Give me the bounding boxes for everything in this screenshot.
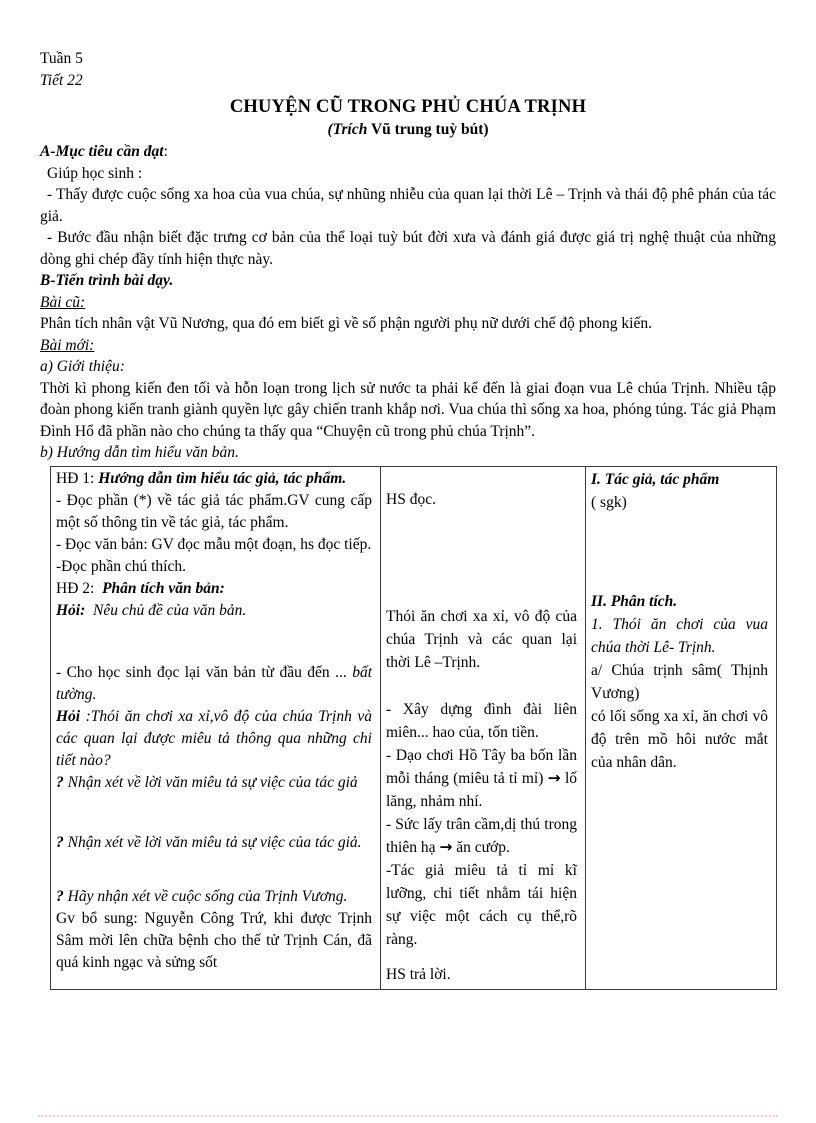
objectives-intro: Giúp học sinh : (47, 164, 143, 182)
student-activity-column (381, 466, 586, 989)
student-answers: HS trả lời. (386, 965, 451, 983)
introduction-paragraph: Thời kì phong kiến đen tối và hỗn loạn trong lịch sử nước ta phải kể đến là giai đoạn vua Lê chúa Trịnh. Nhiều tập đoàn phong kiến tranh giành quyền lực gây chiến tranh khắp nơi. Vua chúa thì sống xa hoa, phóng túng. Tác giả Phạm Đình Hổ đã phần nào cho chúng ta thấy qua “Chuyện cũ trong phủ chúa Trịnh”. (40, 379, 776, 440)
objective-item-1: - Thấy được cuộc sống xa hoa của vua chúa, sự nhũng nhiễu của quan lại thời Lê – Trịnh và thái độ phê phán của tác giả. (40, 186, 776, 225)
spacer (386, 511, 577, 605)
detail-description-style: -Tác giả miêu tả tỉ mỉ kĩ lưỡng, chi tiết nhằm tái hiện sự việc một cách cụ thể,rõ ràng. (386, 861, 577, 948)
page-footer-divider (38, 1115, 778, 1117)
question-lifestyle: ? Hãy nhận xét về cuộc sống của Trịnh Vương. (56, 887, 348, 905)
spacer (386, 951, 577, 963)
right-arrow-icon: → (439, 837, 453, 856)
section2-point1: 1. Thói ăn chơi của vua chúa thời Lê- Trịnh. (591, 615, 768, 656)
new-lesson-label: Bài mới: (40, 336, 95, 354)
question-style-2: ? Nhận xét về lời văn miêu tả sự việc của tác giả. (56, 833, 362, 851)
section1-source: ( sgk) (591, 493, 627, 511)
board-content-column (586, 466, 777, 989)
procedure-heading: B-Tiến trình bài dạy. (40, 272, 174, 289)
question-details: Hỏi :Thói ăn chơi xa xỉ,vô độ của chúa Trịnh và các quan lại được miêu tả thông qua những chi tiết nào? (56, 707, 372, 769)
read-notes-instruction: -Đọc phần chú thích. (56, 557, 186, 575)
spacer (386, 468, 577, 488)
detail-building: - Xây dựng đình đài liên miên... hao của, tốn tiền. (386, 700, 577, 741)
theme-answer: Thói ăn chơi xa xỉ, vô độ của chúa Trịnh và các quan lại thời Lê –Trịnh. (386, 607, 577, 671)
old-lesson-label: Bài cũ: (40, 293, 86, 311)
page-subtitle (40, 119, 776, 141)
section2-title: II. Phân tích. (591, 592, 678, 610)
teacher-activity-column (51, 466, 381, 989)
detail-seizing: - Sức lấy trân cầm,dị thú trong thiên hạ → ăn cướp. (386, 815, 577, 856)
question-style-1: ? Nhận xét về lời văn miêu tả sự việc của tác giả (56, 773, 358, 791)
detail-west-lake: - Dạo chơi Hồ Tây ba bốn lần mỗi tháng (miêu tả tỉ mỉ) → lố lăng, nhảm nhí. (386, 746, 578, 810)
lesson-activity-table (50, 466, 777, 990)
section2-analysis: có lối sống xa xỉ, ăn chơi vô độ trên mồ hôi nước mắt của nhân dân. (591, 707, 768, 771)
right-arrow-icon: → (547, 768, 561, 787)
hd1-heading: HĐ 1: Hướng dẫn tìm hiểu tác giả, tác phẩm. (56, 469, 347, 487)
objective-item-2: - Bước đầu nhận biết đặc trưng cơ bản của thể loại tuỳ bút đời xưa và đánh giá được giá trị nghệ thuật của những dòng ghi chép đầy tính hiện thực này. (40, 229, 776, 268)
spacer (56, 854, 372, 886)
hd2-heading: HĐ 2: Phân tích văn bản: (56, 579, 225, 597)
objectives-heading: A-Mục tiêu cần đạt: (40, 143, 168, 160)
spacer (56, 622, 372, 662)
introduction-label: a) Giới thiệu: (40, 358, 125, 375)
period-label: Tiết 22 (40, 71, 83, 89)
old-lesson-question: Phân tích nhân vật Vũ Nương, qua đó em biết gì về số phận người phụ nữ dưới chế độ phong kiến. (40, 315, 652, 332)
page-title: CHUYỆN CŨ TRONG PHỦ CHÚA TRỊNH (229, 97, 587, 117)
spacer (386, 674, 577, 698)
question-theme: Hỏi: Nêu chủ đề của văn bản. (56, 601, 247, 619)
read-author-instruction: - Đọc phần (*) về tác giả tác phẩm.GV cung cấp một số thông tin về tác giả, tác phẩm. (56, 491, 372, 531)
student-reads: HS đọc. (386, 490, 436, 508)
teacher-supplement-note: Gv bổ sung: Nguyễn Công Trứ, khi được Trịnh Sâm mời lên chữa bệnh cho thế tử Trịnh Cán, đã quá kinh ngạc và sửng sốt (56, 909, 372, 971)
subtitle-excerpt-label: (Trích (327, 121, 368, 138)
section2-point1a: a/ Chúa trịnh sâm( Thịnh Vương) (591, 661, 768, 702)
read-text-instruction: - Đọc văn bản: GV đọc mẫu một đoạn, hs đọc tiếp. (56, 535, 372, 553)
subtitle-work-name: Vũ trung tuỳ bút) (367, 121, 489, 138)
table-row (51, 466, 777, 989)
week-label: Tuần 5 (40, 50, 83, 67)
guide-label: b) Hướng dẫn tìm hiểu văn bản. (40, 444, 239, 461)
spacer (591, 514, 768, 590)
spacer (56, 794, 372, 832)
section1-title: I. Tác giả, tác phẩm (591, 470, 720, 488)
reread-instruction: - Cho học sinh đọc lại văn bản từ đầu đến ... bất tường. (56, 663, 372, 703)
